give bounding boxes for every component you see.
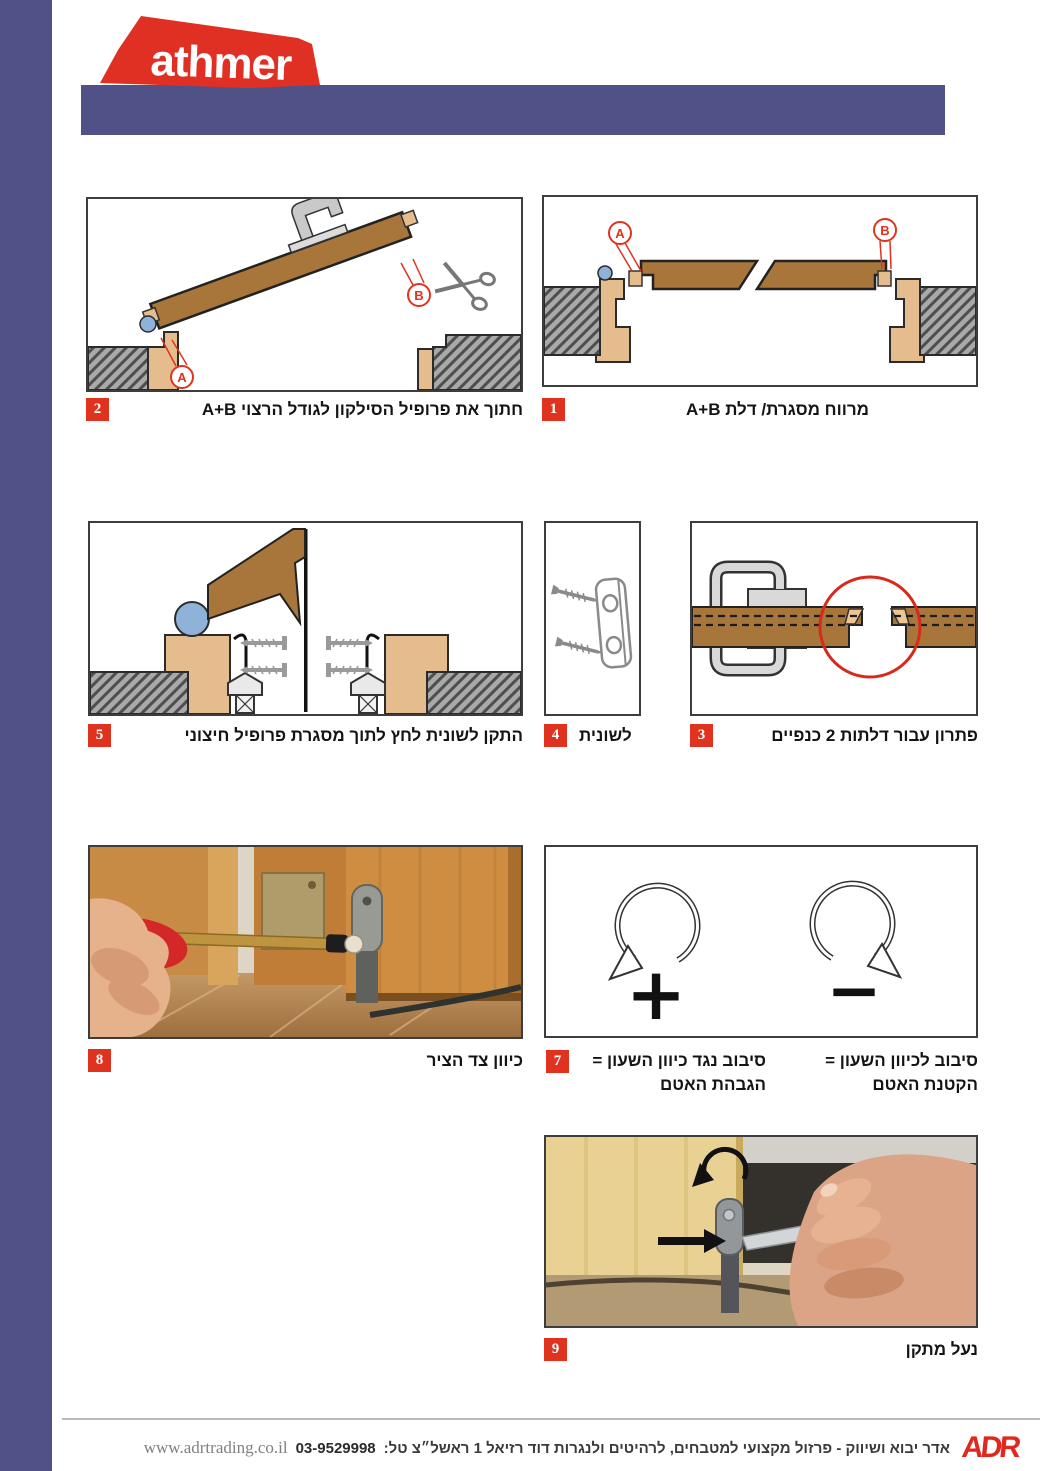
- step-2-illustration: [86, 197, 523, 392]
- marble-strip: [238, 847, 254, 973]
- door-leaf-right-part: [757, 261, 886, 289]
- step-4-caption: לשונית: [579, 725, 632, 745]
- step-5-number-badge: 5: [88, 724, 111, 747]
- svg-text:B: B: [414, 288, 424, 303]
- step-1-caption: מרווח מסגרת/ דלת A+B: [685, 399, 869, 419]
- screw-icon: [555, 637, 604, 658]
- step-9-caption-row: [544, 1338, 978, 1361]
- minus-sign: −: [826, 952, 882, 1029]
- step-8-number-badge: 8: [88, 1049, 111, 1072]
- drop-seal: [721, 1251, 739, 1313]
- footer-divider: [62, 1418, 1040, 1420]
- door-rail-left: [692, 607, 862, 647]
- step-2-caption-row: [86, 398, 523, 421]
- footer: [144, 1428, 1018, 1468]
- step-7-illustration: [544, 845, 978, 1038]
- plate-screw: [363, 897, 372, 906]
- press-tab-left: [228, 635, 262, 713]
- step-4-illustration: [544, 521, 641, 716]
- footer-company-line: אדר יבוא ושיווק - פרזול מקצועי למטבחים, לרהיטים ולנגרות דוד רזיאל 1 ראשל״צ טל:: [383, 1439, 950, 1457]
- door-pale: [546, 1137, 742, 1287]
- press-tab-right: [351, 635, 385, 713]
- step-1-illustration: [542, 195, 978, 387]
- floor-hatch-right: [425, 672, 521, 714]
- wall-hatch-left: [88, 347, 150, 390]
- seal-plate-oval: [716, 1199, 743, 1255]
- step-2-number-badge: 2: [86, 398, 109, 421]
- step-8-photo: [88, 845, 523, 1039]
- hinge-ball: [175, 602, 209, 636]
- step-9-number-badge: 9: [544, 1338, 567, 1361]
- athmer-logo: [98, 10, 330, 100]
- svg-text:A: A: [615, 226, 625, 241]
- step-7-caption-row: [544, 1049, 978, 1101]
- door-leaf-left-part: [641, 261, 757, 289]
- marker-a: [609, 222, 641, 271]
- marker-b: [401, 259, 430, 306]
- wall-hatch-left: [544, 287, 600, 355]
- step-3-illustration: [690, 521, 978, 716]
- step-5-caption: התקן לשונית לחץ לתוך מסגרת פרופיל חיצוני: [184, 725, 523, 745]
- adr-logo: ADR: [960, 1431, 1020, 1464]
- screw-icon: [551, 585, 600, 606]
- step-9-photo: [544, 1135, 978, 1328]
- step-8-caption-row: [88, 1049, 523, 1072]
- wall-hatch-right: [920, 287, 976, 355]
- svg-text:B: B: [880, 223, 890, 238]
- step-4-caption-row: [544, 724, 674, 747]
- door-corner-lifted: [208, 529, 305, 623]
- step-3-caption-row: [690, 724, 978, 747]
- step-2-caption: חתוך את פרופיל הסילקון לגודל הרצוי A+B: [201, 399, 523, 419]
- door-frame-right: [418, 349, 433, 390]
- left-accent-band: [0, 0, 52, 1471]
- door-right-edge-shadow: [508, 847, 521, 995]
- step-3-caption: פתרון עבור דלתות 2 כנפיים: [771, 725, 978, 745]
- step-5-illustration: [88, 521, 523, 716]
- athmer-logo-text: athmer: [149, 36, 292, 90]
- frame-strip: [208, 847, 238, 985]
- plus-sign: +: [625, 952, 687, 1036]
- step-7-caption-clockwise: סיבוב לכיוון השעון = הקטנת האטם: [825, 1051, 978, 1094]
- svg-text:A: A: [177, 370, 187, 385]
- wall-hatch-right: [433, 335, 521, 390]
- scissors-icon: [434, 260, 496, 312]
- drop-seal: [356, 951, 378, 1003]
- step-1-caption-row: [542, 398, 978, 421]
- footer-website: www.adrtrading.co.il: [143, 1438, 288, 1457]
- footer-phone: 03-9529998: [295, 1439, 376, 1457]
- step-1-number-badge: 1: [542, 398, 565, 421]
- door-frame-left: [596, 279, 630, 362]
- step-5-caption-row: [88, 724, 523, 747]
- step-4-number-badge: 4: [544, 724, 567, 747]
- seal-profile-end-b: [878, 271, 891, 286]
- step-3-number-badge: 3: [690, 724, 713, 747]
- door-leaf-tilted: [126, 199, 422, 332]
- step-7-caption-counterclockwise: סיבוב נגד כיוון השעון = הגבהת האטם: [592, 1051, 766, 1094]
- seal-profile-end-a: [629, 271, 642, 286]
- door-frame-right: [890, 279, 924, 362]
- hinge-ball: [598, 266, 612, 280]
- door-handle-top: [716, 567, 806, 607]
- floor-hatch-left: [90, 672, 188, 714]
- plate-screw: [724, 1210, 735, 1221]
- step-7-number-badge: 7: [546, 1050, 569, 1073]
- hinge-ball: [140, 316, 156, 332]
- step-9-caption: נעל מתקן: [905, 1339, 978, 1359]
- tab-plate: [595, 578, 632, 668]
- step-8-caption: כיוון צד הציר: [426, 1050, 523, 1070]
